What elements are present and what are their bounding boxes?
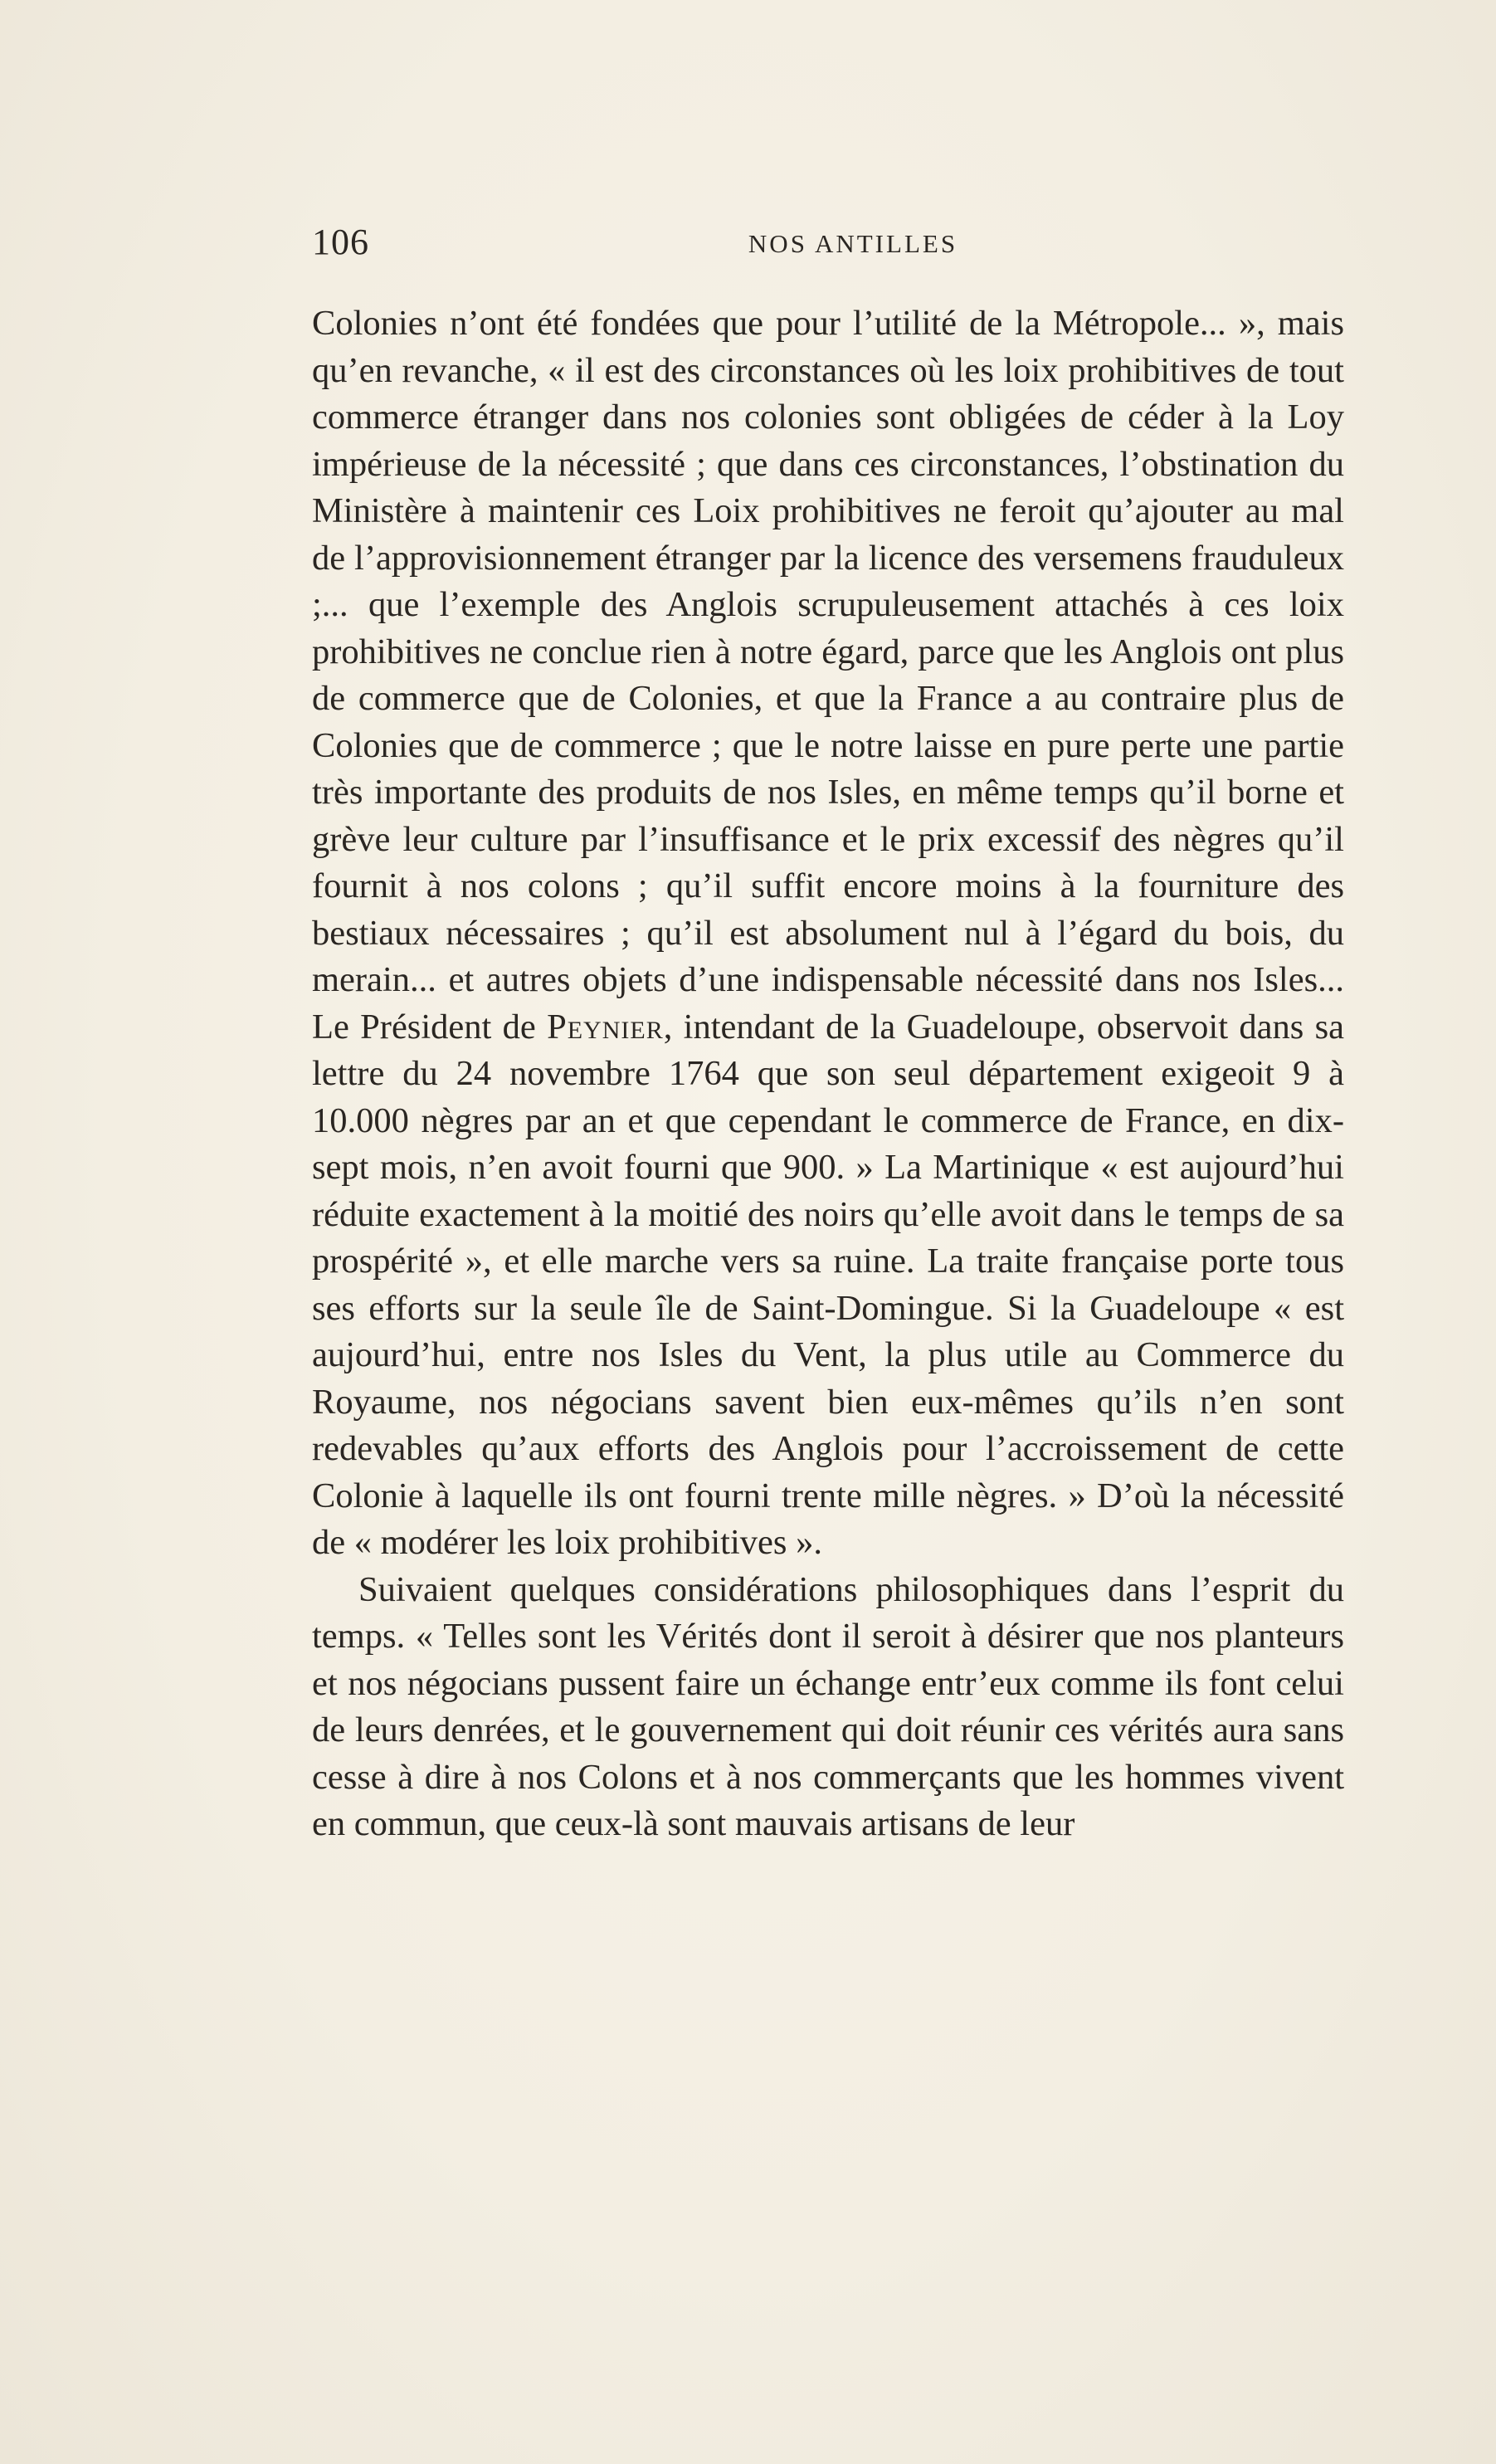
running-head	[312, 217, 1344, 267]
running-title: NOS ANTILLES	[748, 229, 958, 258]
paragraph-2: Suivaient quelques considérations philosophiques dans l’esprit du temps. « Telles sont les Vérités dont il seroit à désirer que nos planteurs et nos négocians pussent faire un échange entr’eux comme ils font celui de leurs denrées, et le gouvernement qui doit réunir ces vérités aura sans cesse à dire à nos Colons et à nos commerçants que les hommes vivent en commun, que ceux-là sont mauvais artisans de leur	[312, 1569, 1344, 1843]
person-name-peynier: Peynier	[547, 1007, 664, 1047]
body-text	[312, 300, 1344, 1848]
paragraph-1-text-before: Colonies n’ont été fondées que pour l’utilité de la Métropole... », mais qu’en revanche, « il est des circonstances où les loix prohibitives de tout commerce étranger dans nos colonies sont obligées de céder à la Loy impérieuse de la nécessité ; que dans ces circonstances, l’obstination du Ministère à maintenir ces Loix prohibitives ne feroit qu’ajouter au mal de l’approvisionnement étranger par la licence des versemens frauduleux ;... que l’exemple des Anglois scrupuleusement attachés à ces loix prohibitives ne conclue rien à notre égard, parce que les Anglois ont plus de commerce que de Colonies, et que la France a au contraire plus de Colonies que de commerce ; que le notre laisse en pure perte une partie très importante des produits de nos Isles, en même temps qu’il borne et grève leur culture par l’insuffisance et le prix excessif des nègres qu’il fournit à nos colons ; qu’il suffit encore moins à la fourniture des bestiaux nécessaires ; qu’il est absolument nul à l’égard du bois, du merain... et autres objets d’une indispensable nécessité dans nos Isles... Le Président de	[312, 304, 1344, 1047]
paragraph-1-text-after: , intendant de la Guadeloupe, observoit dans sa lettre du 24 novembre 1764 que son seul département exigeoit 9 à 10.000 nègres par an et que cependant le commerce de France, en dix-sept mois, n’en avoit fourni que 900. » La Martinique « est aujourd’hui réduite exactement à la moitié des noirs qu’elle avoit dans le temps de sa prospérité », et elle marche vers sa ruine. La traite française porte tous ses efforts sur la seule île de Saint-Domingue. Si la Guadeloupe « est aujourd’hui, entre nos Isles du Vent, la plus utile au Commerce du Royaume, nos négocians savent bien eux-mêmes qu’ils n’en sont redevables qu’aux efforts des Anglois pour l’accroissement de cette Colonie à laquelle ils ont fourni trente mille nègres. » D’où la nécessité de « modérer les loix prohibitives ».	[312, 1007, 1344, 1562]
paragraph-1	[312, 300, 1344, 1567]
page-number: 106	[312, 222, 369, 262]
